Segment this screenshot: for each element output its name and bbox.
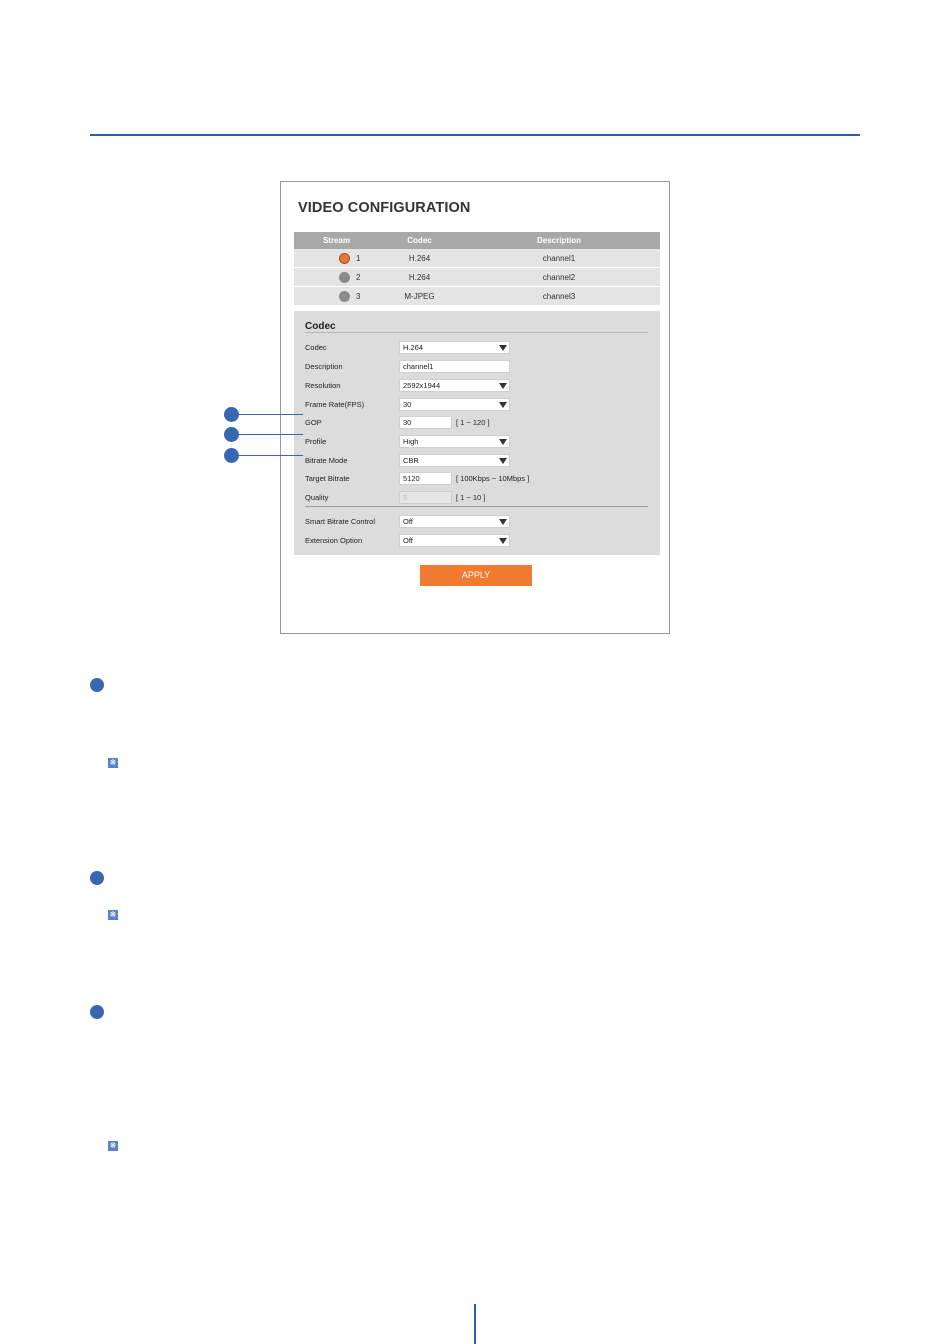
footer-rule xyxy=(474,1304,476,1344)
section-bullet-gop xyxy=(90,678,104,692)
target-bitrate-value: 5120 xyxy=(403,474,420,483)
bitrate-mode-value: CBR xyxy=(403,456,419,465)
stream-description: channel1 xyxy=(542,254,576,263)
chevron-down-icon xyxy=(499,519,507,525)
gop-range-hint: [ 1 ~ 120 ] xyxy=(456,418,490,427)
target-bitrate-range-hint: [ 100Kbps ~ 10Mbps ] xyxy=(456,474,530,483)
stream-radio-2[interactable] xyxy=(339,272,350,283)
quality-input xyxy=(399,491,452,504)
stream-number: 3 xyxy=(356,292,361,301)
stream-row-3[interactable] xyxy=(294,287,660,306)
stream-description: channel3 xyxy=(542,292,576,301)
extension-option-select[interactable] xyxy=(399,534,510,547)
stream-radio-3[interactable] xyxy=(339,291,350,302)
section-divider xyxy=(305,332,648,333)
column-header-description: Description xyxy=(536,236,581,245)
profile-value: High xyxy=(403,437,419,446)
section-bullet-bitrate-mode xyxy=(90,1005,104,1019)
description-label: Description xyxy=(305,362,343,371)
codec-select[interactable] xyxy=(399,341,510,354)
codec-label: Codec xyxy=(305,343,327,352)
stream-table xyxy=(294,232,660,306)
page-title: VIDEO CONFIGURATION xyxy=(298,200,471,216)
stream-number: 2 xyxy=(356,273,361,282)
section-divider xyxy=(305,506,648,507)
column-header-codec: Codec xyxy=(407,236,432,245)
extension-option-label: Extension Option xyxy=(305,536,363,545)
target-bitrate-label: Target Bitrate xyxy=(305,474,350,483)
gop-value: 30 xyxy=(403,418,412,427)
stream-row-2[interactable] xyxy=(294,268,660,287)
profile-label: Profile xyxy=(305,437,327,446)
chevron-down-icon xyxy=(499,439,507,445)
callout-marker-profile xyxy=(224,427,239,442)
frame-rate-select[interactable] xyxy=(399,398,510,411)
chevron-down-icon xyxy=(499,402,507,408)
stream-codec: M-JPEG xyxy=(404,292,435,301)
callout-marker-bitrate-mode xyxy=(224,448,239,463)
bitrate-mode-label: Bitrate Mode xyxy=(305,456,348,465)
smart-bitrate-label: Smart Bitrate Control xyxy=(305,517,376,526)
chevron-down-icon xyxy=(499,383,507,389)
header-rule xyxy=(90,134,860,136)
stream-number: 1 xyxy=(356,254,361,263)
extension-option-value: Off xyxy=(403,536,413,545)
callout-line-gop xyxy=(239,414,303,415)
gop-label: GOP xyxy=(305,418,322,427)
bitrate-mode-select[interactable] xyxy=(399,454,510,467)
codec-settings-panel xyxy=(294,311,660,555)
codec-section-title: Codec xyxy=(305,321,336,332)
target-bitrate-input[interactable] xyxy=(399,472,452,485)
callout-line-bitrate-mode xyxy=(239,455,303,456)
profile-select[interactable] xyxy=(399,435,510,448)
note-icon: ❋ xyxy=(109,758,117,767)
stream-table-header xyxy=(294,232,660,249)
video-configuration-screenshot xyxy=(280,181,670,634)
chevron-down-icon xyxy=(499,458,507,464)
quality-value: 5 xyxy=(403,493,408,502)
resolution-select[interactable] xyxy=(399,379,510,392)
stream-codec: H.264 xyxy=(408,273,431,282)
callout-marker-gop xyxy=(224,407,239,422)
stream-row-1[interactable] xyxy=(294,249,660,268)
frame-rate-label: Frame Rate(FPS) xyxy=(305,400,365,409)
description-input[interactable] xyxy=(399,360,510,373)
column-header-stream: Stream xyxy=(322,236,351,245)
smart-bitrate-select[interactable] xyxy=(399,515,510,528)
description-value: channel1 xyxy=(403,362,434,371)
frame-rate-value: 30 xyxy=(403,400,412,409)
codec-value: H.264 xyxy=(403,343,424,352)
section-bullet-profile xyxy=(90,871,104,885)
stream-radio-1[interactable] xyxy=(339,253,350,264)
stream-description: channel2 xyxy=(542,273,576,282)
note-icon: ❋ xyxy=(109,910,117,919)
smart-bitrate-value: Off xyxy=(403,517,413,526)
gop-input[interactable] xyxy=(399,416,452,429)
resolution-label: Resolution xyxy=(305,381,341,390)
quality-range-hint: [ 1 ~ 10 ] xyxy=(456,493,486,502)
callout-line-profile xyxy=(239,434,303,435)
chevron-down-icon xyxy=(499,538,507,544)
apply-button[interactable]: APPLY xyxy=(420,565,532,586)
chevron-down-icon xyxy=(499,345,507,351)
quality-label: Quality xyxy=(305,493,329,502)
note-icon: ❋ xyxy=(109,1141,117,1150)
stream-codec: H.264 xyxy=(408,254,431,263)
resolution-value: 2592x1944 xyxy=(403,381,441,390)
